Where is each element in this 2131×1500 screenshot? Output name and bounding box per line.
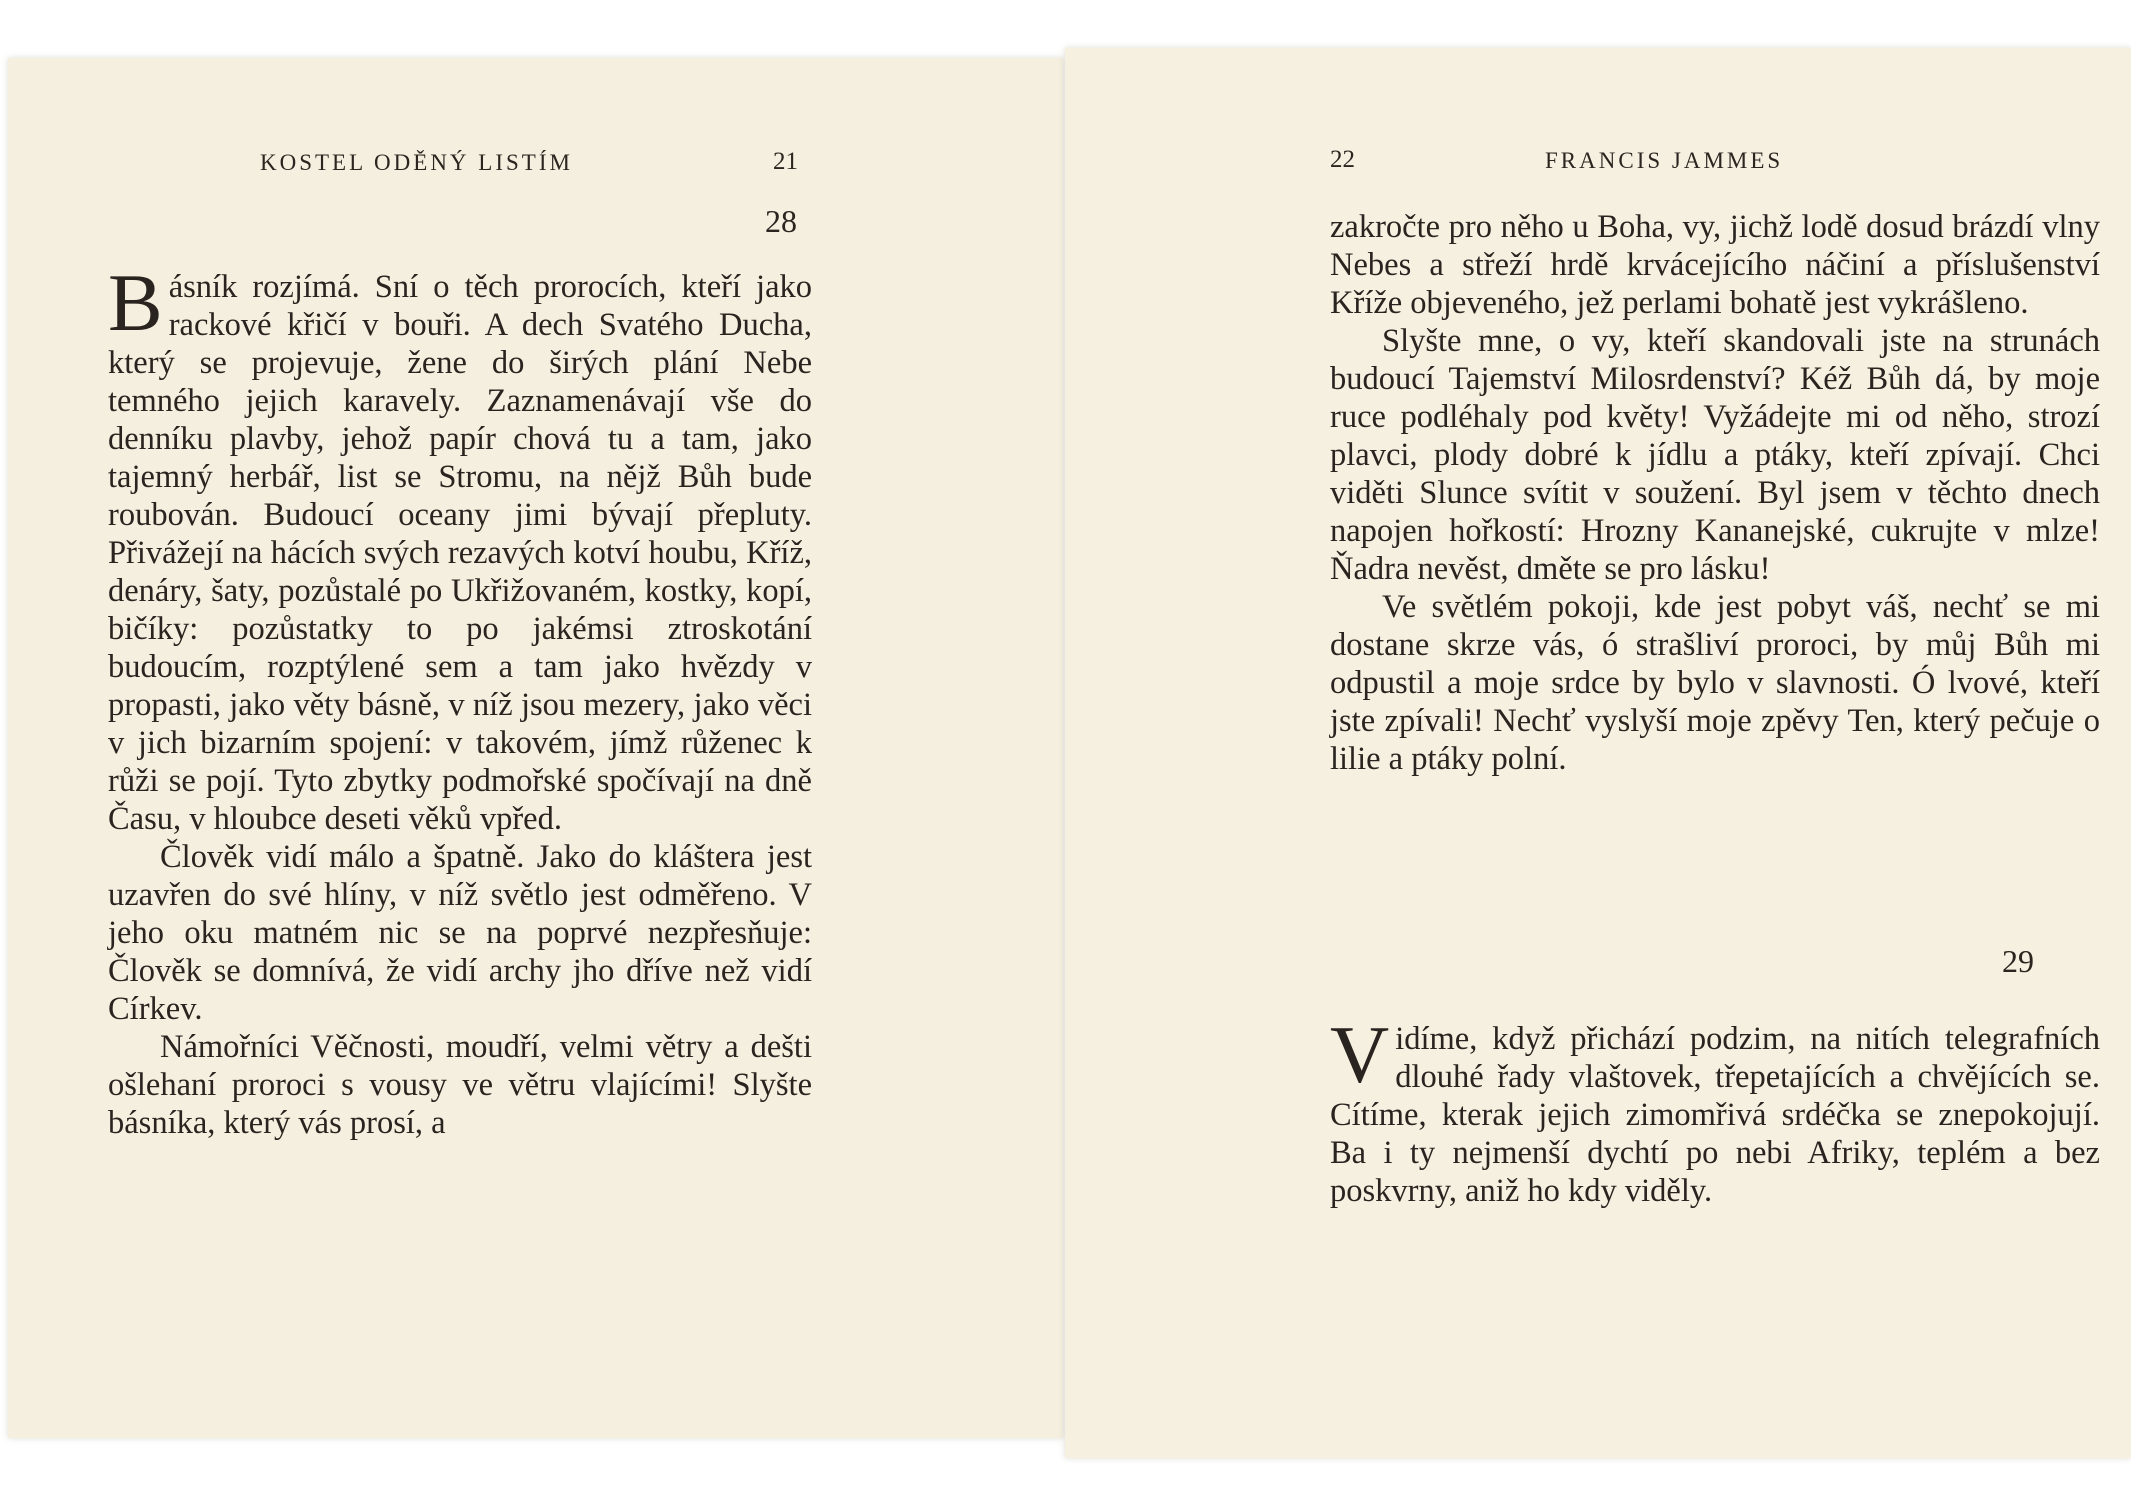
paragraph bbox=[1330, 322, 2100, 588]
page-number: 22 bbox=[1330, 146, 1355, 173]
body-text bbox=[1330, 208, 2100, 778]
paragraph-text: idíme, když přichází podzim, na nitích telegrafních dlouhé řady vlaštovek, třepetajících a chvějících se. Cítíme, kterak jejich zimomřivá srdéčka se znepokojují. Ba i ty nejmenší dychtí po nebi Afriky, teplém a bez poskvrny, aniž ho kdy viděly. bbox=[1330, 1021, 2100, 1209]
paragraph bbox=[108, 838, 812, 1028]
paragraph-text: Ve světlém pokoji, kde jest pobyt váš, nechť se mi dostane skrze vás, ó strašliví proroci, by můj Bůh mi odpustil a moje srdce by bylo v slavnosti. Ó lvové, kteří jste zpívali! Nechť vyslyší moje zpěvy Ten, který pečuje o lilie a ptáky polní. bbox=[1330, 589, 2100, 777]
paragraph-text: ásník rozjímá. Sní o těch prorocích, kteří jako rackové křičí v bouři. A dech Svatého Ducha, který se projevuje, žene do širých plání Nebe temného jejich karavely. Zaznamenávají vše do denníku plavby, jehož papír chová tu a tam, jako tajemný herbář, list se Stromu, na nějž Bůh bude roubován. Budoucí oceany jimi bývají přepluty. Přivážejí na hácích svých rezavých kotví houbu, Kříž, denáry, šaty, pozůstalé po Ukřižovaném, kostky, kopí, bičíky: pozůstatky to po jakémsi ztroskotání budoucím, rozptýlené sem a tam jako hvězdy v propasti, jako věty básně, v níž jsou mezery, jako věci v jich bizarním spojení: v takovém, jímž růženec k růži se pojí. Tyto zbytky podmořské spočívají na dně Času, v hloubce deseti věků vpřed. bbox=[108, 269, 812, 837]
page-number: 21 bbox=[773, 148, 798, 175]
paragraph bbox=[1330, 208, 2100, 322]
drop-cap: V bbox=[1330, 1009, 1390, 1100]
right-page bbox=[1065, 48, 2131, 1458]
paragraph bbox=[1330, 1009, 2100, 1210]
paragraph bbox=[1330, 588, 2100, 778]
paragraph bbox=[108, 257, 812, 838]
running-head: KOSTEL ODĚNÝ LISTÍM bbox=[260, 150, 573, 175]
paragraph-text: Námořníci Věčnosti, moudří, velmi větry a dešti ošlehaní proroci s vousy ve větru vlajícími! Slyšte básníka, který vás prosí, a bbox=[108, 1029, 812, 1141]
section-number: 29 bbox=[2002, 943, 2034, 979]
paragraph-text: Slyšte mne, o vy, kteří skandovali jste na strunách budoucí Tajemství Milosrdenství? Kéž Bůh dá, by moje ruce podléhaly pod květy! Vyžádejte mi od něho, strozí plavci, plody dobré k jídlu a ptáky, kteří zpívají. Chci viděti Slunce svítit v soužení. Byl jsem v těchto dnech napojen hořkostí: Hrozny Kananejské, cukrujte v mlze! Ňadra nevěst, dměte se pro lásku! bbox=[1330, 323, 2100, 587]
paragraph-text: Člověk vidí málo a špatně. Jako do kláštera jest uzavřen do své hlíny, v níž světlo jest odměřeno. V jeho oku matném nic se na poprvé nezpřesňuje: Člověk se domnívá, že vidí archy jho dříve než vidí Církev. bbox=[108, 839, 812, 1027]
body-text bbox=[1330, 1009, 2100, 1210]
section-number: 28 bbox=[765, 203, 797, 239]
left-page bbox=[8, 58, 1063, 1438]
drop-cap: B bbox=[108, 257, 163, 348]
running-head: FRANCIS JAMMES bbox=[1545, 148, 1784, 173]
paragraph-text: zakročte pro něho u Boha, vy, jichž lodě dosud brázdí vlny Nebes a střeží hrdě krvácejícího náčiní a příslušenství Kříže objeveného, jež perlami bohatě jest vykrášleno. bbox=[1330, 209, 2100, 321]
paragraph bbox=[108, 1028, 812, 1142]
body-text bbox=[108, 257, 812, 1142]
